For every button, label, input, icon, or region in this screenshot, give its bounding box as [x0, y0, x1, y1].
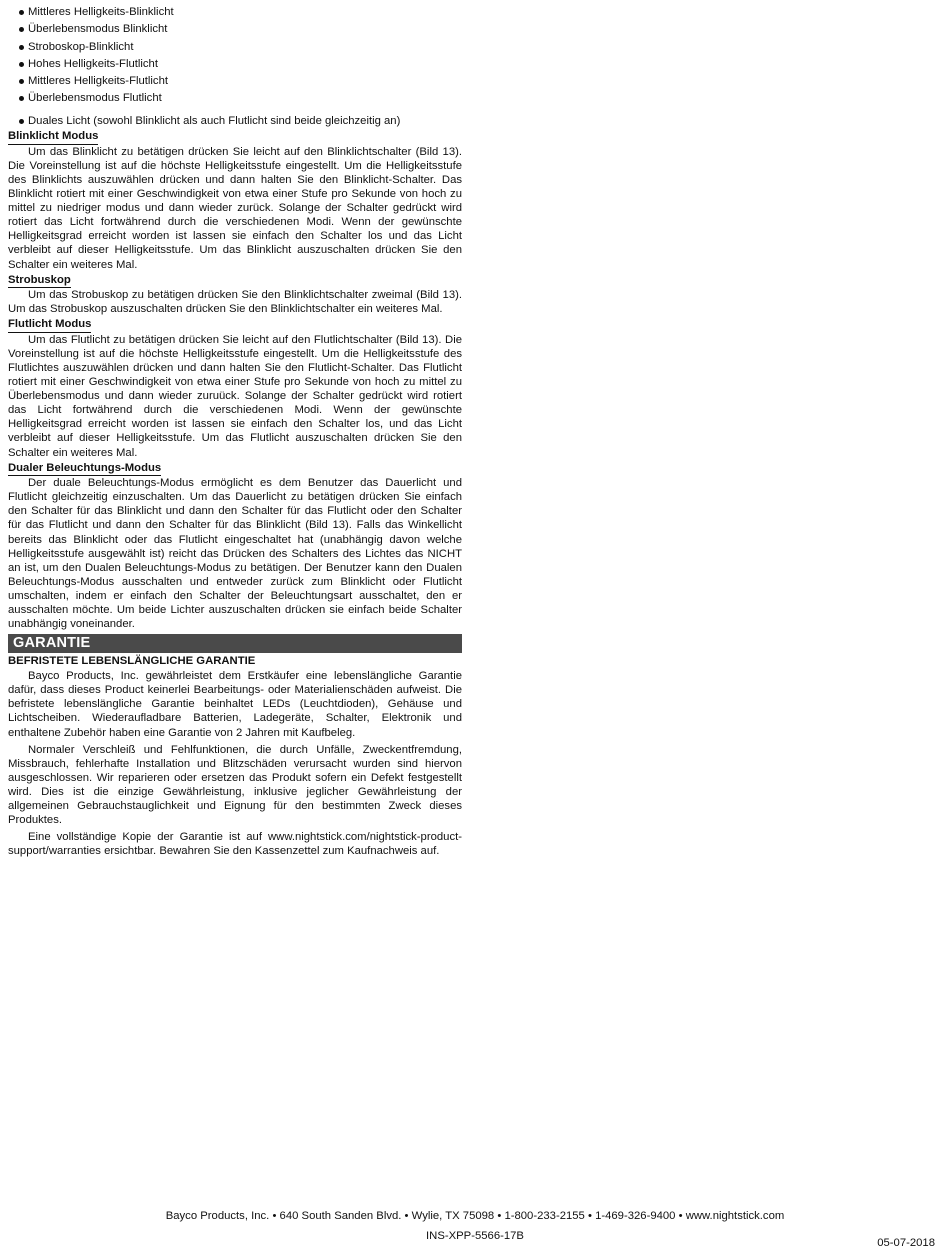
list-item-text: Hohes Helligkeits-Flutlicht — [28, 57, 158, 70]
list-item-text: Mittleres Helligkeits-Blinklicht — [28, 6, 174, 18]
section-heading: Blinklicht Modus — [8, 130, 98, 145]
warranty-paragraph: Bayco Products, Inc. gewährleistet dem Erstkäufer eine lebenslängliche Garantie dafür, dass dieses Product keinerlei Bearbeitungs- oder Materialienschäden aufweist. Die befristete lebenslängliche Garantie beinhaltet LEDs (Leuchtdioden), Gehäuse und Lichtscheiben. Wiederaufladbare Batterien, Ladegeräte, Schalter, Elektronik und enthaltene Zubehör haben eine Garantie von 2 Jahren mit Kaufbeleg. — [8, 670, 462, 739]
list-item-text: Mittleres Helligkeits-Flutlicht — [28, 75, 168, 88]
list-item — [8, 4, 462, 21]
list-item — [8, 56, 462, 73]
list-item-text: Stroboskop-Blinklicht — [28, 40, 134, 53]
bullet-icon — [19, 119, 24, 124]
bullet-icon — [19, 79, 24, 84]
section-paragraph: Der duale Beleuchtungs-Modus ermöglicht es dem Benutzer das Dauerlicht und Flutlicht gleichzeitig einzuschalten. Um das Dauerlicht zu betätigen drücken Sie einfach den Schalter für das Blinklicht und dann den Schalter für das Flutlicht oder den Schalter für das Flutlicht und dann den Schalter für das Blinklicht (Bild 13). Falls das Winkellicht bereits das Blinklicht oder das Flutlicht eingeschaltet hat (unabhängig davon welche Helligkeitsstufe ausgewählt ist) reicht das Drücken des Schalters des Lichtes das NICHT an ist, um den Dualen Beleuchtungs-Modus zu betätigen. Der Benutzer kann den Dualen Beleuchtungs-Modus ausschalten und entweder zurück zum Blinklicht oder Flutlicht umschalten, indem er einfach den Schalter der Beleuchtungsart ausschaltet, den er ausschalten möchte. Um beide Lichter auszuschalten drücken sie einfach beide Schalter unabhängig voneinander. — [8, 477, 462, 631]
list-item-text: Duales Licht (sowohl Blinklicht als auch Flutlicht sind beide gleichzeitig an) — [28, 114, 401, 127]
section-blinklicht-modus — [8, 129, 462, 271]
list-item — [8, 73, 462, 90]
warranty-paragraph: Eine vollständige Kopie der Garantie ist auf www.nightstick.com/nightstick-product-support/warranties ersichtbar. Bewahren Sie den Kassenzettel zum Kaufnachweis auf. — [8, 831, 462, 858]
section-strobuskop — [8, 273, 462, 317]
footer-address: Bayco Products, Inc. • 640 South Sanden Blvd. • Wylie, TX 75098 • 1-800-233-2155 • 1-469-326-9400 • www.nightstick.com — [165, 1210, 785, 1222]
footer-date: 05-07-2018 — [877, 1237, 935, 1249]
footer-doc-code: INS-XPP-5566-17B — [426, 1230, 524, 1242]
warranty-paragraph: Normaler Verschleiß und Fehlfunktionen, die durch Unfälle, Zweckentfremdung, Missbrauch, fehlerhafte Installation und Blitzschäden verursacht wurden sind hiervon ausgeschlossen. Wir reparieren oder ersetzen das Produkt sofern ein Defekt festgestellt wird. Dies ist die einzige Gewährleistung, inklusive jeglicher Gewährleistung der allgemeinen Gebrauchstauglichkeit und Eignung für den bestimmten Zweck dieses Produktes. — [8, 743, 462, 827]
bullet-icon — [19, 96, 24, 101]
warranty-subheading: BEFRISTETE LEBENSLÄNGLICHE GARANTIE — [8, 655, 256, 668]
bullet-icon — [19, 62, 24, 67]
list-item — [8, 21, 462, 38]
section-paragraph: Um das Flutlicht zu betätigen drücken Sie leicht auf den Flutlichtschalter (Bild 13). Die Voreinstellung ist auf die höchste Helligkeitsstufe eingestellt. Um die Helligkeitsstufe des Flutlichtes auszuwählen drücken und dann halten Sie den Flutlicht-Schalter. Das Flutlicht rotiert mit einer Geschwindigkeit von etwa einer Stufe pro Sekunde von hoch zu mittel zu Überlebensmodus und dann wieder zuruück. Solange der Schalter gedrückt wird rotiert das Licht fortwährend durch die verschiedenen Modi. Wenn der gewünschte Helligkeitsgrad erreicht worden ist lassen sie einfach den Schalter los, und das Licht verbleibt auf dieser Helligkeitsstufe. Um das Flutlicht auszuschalten drücken Sie den Schalter ein weiteres Mal. — [8, 333, 462, 459]
section-heading: Dualer Beleuchtungs-Modus — [8, 462, 161, 477]
mode-list — [8, 4, 462, 128]
section-flutlicht-modus — [8, 317, 462, 459]
section-dualer-beleuchtungs-modus — [8, 461, 462, 632]
warranty-banner: GARANTIE — [8, 634, 462, 653]
bullet-icon — [19, 27, 24, 32]
list-item-text: Überlebensmodus Blinklicht — [28, 23, 168, 36]
list-item — [8, 114, 462, 129]
section-paragraph: Um das Blinklicht zu betätigen drücken Sie leicht auf den Blinklichtschalter (Bild 13). Die Voreinstellung ist auf die höchste Helligkeitsstufe eingestellt. Um die Helligkeitsstufe des Blinklichts auszuwählen drücken und dann halten Sie den Blinklicht-Schalter. Das Blinklicht rotiert mit einer Geschwindigkeit von etwa einer Stufe pro Sekunde von hoch zu mittel zu niedriger modus und dann wieder zurück. Solange der Schalter gedrückt wird rotiert das Licht fortwährend durch die verschiedenen Modi. Wenn der gewünschte Helligkeitsgrad erreicht worden ist lassen sie einfach den Schalter los und das Licht verbleibt auf dieser Helligkeitsstufe. Um das Blinklicht auszuschalten drücken Sie den Schalter ein weiteres Mal. — [8, 145, 462, 271]
document-column — [8, 4, 462, 858]
section-heading: Flutlicht Modus — [8, 318, 91, 333]
list-item — [8, 90, 462, 107]
list-item-text: Überlebensmodus Flutlicht — [28, 92, 162, 105]
list-item — [8, 39, 462, 56]
section-heading: Strobuskop — [8, 274, 71, 289]
bullet-icon — [19, 45, 24, 50]
bullet-icon — [19, 10, 24, 15]
section-paragraph: Um das Strobuskop zu betätigen drücken Sie den Blinklichtschalter zweimal (Bild 13). Um das Strobuskop auszuschalten drücken Sie den Blinklichtschalter ein weiteres Mal. — [8, 289, 462, 316]
